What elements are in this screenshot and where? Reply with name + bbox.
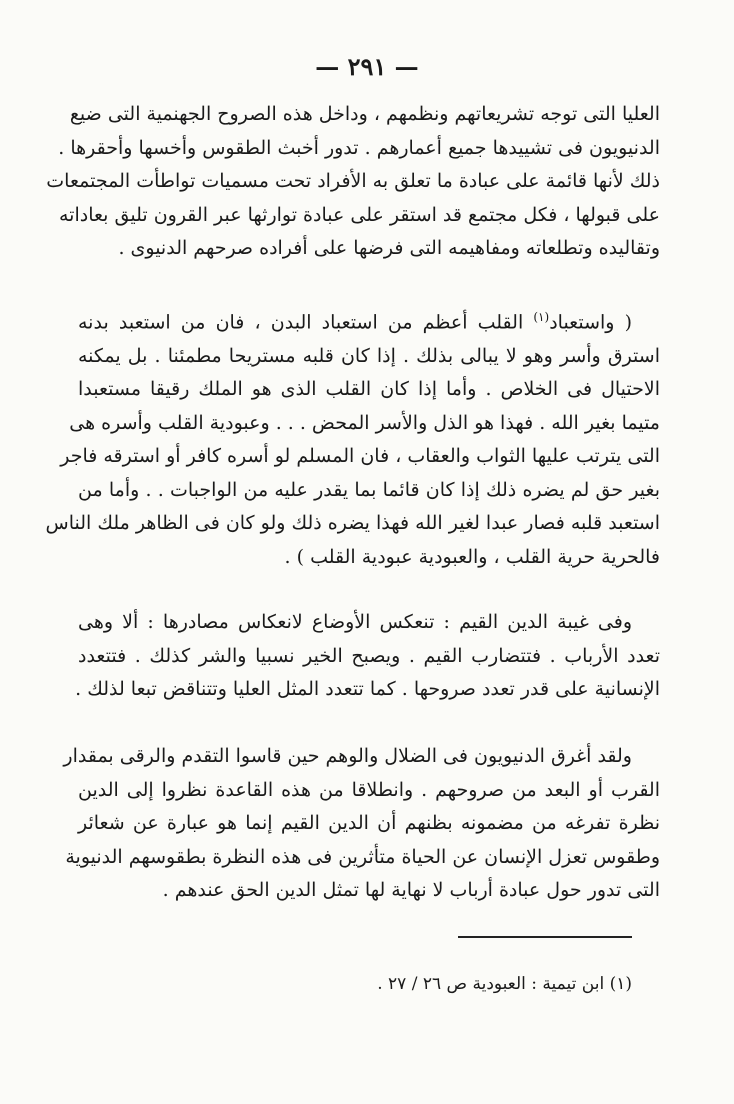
paragraph-4: [63, 740, 660, 908]
quote-continuation: القلب أعظم من استعباد البدن ، فان من استعبد بدنه: [78, 311, 534, 334]
paragraph-line: الإنسانية على قدر تعدد صروحها . كما تتعدد المثل العليا وتتناقض تبعا لذلك .: [75, 678, 660, 700]
paragraph-line: ذلك لأنها قائمة على عبادة ما تعلق به الأفراد تحت مسميات تواطأت المجتمعات: [46, 170, 660, 192]
paragraph-line: الاحتيال فى الخلاص . وأما إذا كان القلب الذى هو الملك رقيقا مستعبدا: [78, 378, 660, 401]
paragraph-line: التى تدور حول عبادة أرباب لا نهاية لها تمثل الدين الحق عندهم .: [162, 879, 660, 901]
paragraph-line: ولقد أغرق الدنيويون فى الضلال والوهم حين قاسوا التقدم والرقى بمقدار: [63, 745, 632, 767]
paragraph-line: العليا التى توجه تشريعاتهم ونظمهم ، وداخل هذه الصروح الجهنمية التى ضيع: [69, 103, 660, 125]
footnote: (١) ابن تيمية : العبودية ص ٢٦ / ٢٧ .: [377, 974, 632, 994]
paragraph-line: وتقاليده وتطلعاته ومفاهيمه التى فرضها على أفراده صرحهم الدنيوى .: [118, 237, 660, 259]
quote-opening: ( واستعباد: [549, 311, 632, 334]
paragraph-line: على قبولها ، فكل مجتمع قد استقر على عبادة توارثها عبر القرون تليق بعاداته: [59, 203, 660, 226]
paragraph-line: الدنيويون فى تشييدها جميع أعمارهم . تدور أخبث الطقوس وأخسها وأحقرها .: [58, 136, 660, 159]
footnote-marker: (١): [533, 310, 550, 324]
paragraph-line: وطقوس تعزل الإنسان عن الحياة متأثرين فى هذه النظرة بطقوسهم الدنيوية: [65, 845, 660, 868]
paragraph-line: نظرة تفرغه من مضمونه بظنهم أن الدين القيم إنما هو عبارة عن شعائر: [78, 812, 660, 834]
paragraph-line: متيما بغير الله . فهذا هو الذل والأسر المحض . . . وعبودية القلب وأسره هى: [69, 411, 660, 434]
paragraph-line: بغير حق لم يضره ذلك إذا كان قائما بما يقدر عليه من الواجبات . . وأما من: [78, 478, 660, 501]
page-number: — ٢٩١ —: [315, 52, 419, 81]
paragraph-line: فالحرية حرية القلب ، والعبودية عبودية القلب ) .: [284, 545, 660, 568]
paragraph-line: استعبد قلبه فصار عبدا لغير الله فهذا يضره ذلك ولو كان فى الظاهر ملك الناس: [45, 512, 660, 535]
paragraph-3: [75, 606, 660, 707]
paragraph-2: [45, 301, 660, 574]
paragraph-1: [46, 98, 660, 266]
paragraph-line: [78, 301, 660, 340]
paragraph-line: استرق وأسر وهو لا يبالى بذلك . إذا كان قلبه مستريحا مطمئنا . بل يمكنه: [78, 344, 660, 367]
paragraph-line: القرب أو البعد من صروحهم . وانطلاقا من هذه القاعدة نظروا إلى الدين: [78, 778, 660, 801]
paragraph-line: تعدد الأرباب . فتتضارب القيم . ويصبح الخير نسبيا والشر كذلك . فتتعدد: [78, 644, 660, 667]
paragraph-line: وفى غيبة الدين القيم : تنعكس الأوضاع لانعكاس مصادرها : ألا وهى: [78, 611, 632, 633]
footnote-divider: [458, 936, 632, 938]
paragraph-line: التى يترتب عليها الثواب والعقاب ، فان المسلم لو أسره كافر أو استرقه فاجر: [60, 445, 660, 468]
